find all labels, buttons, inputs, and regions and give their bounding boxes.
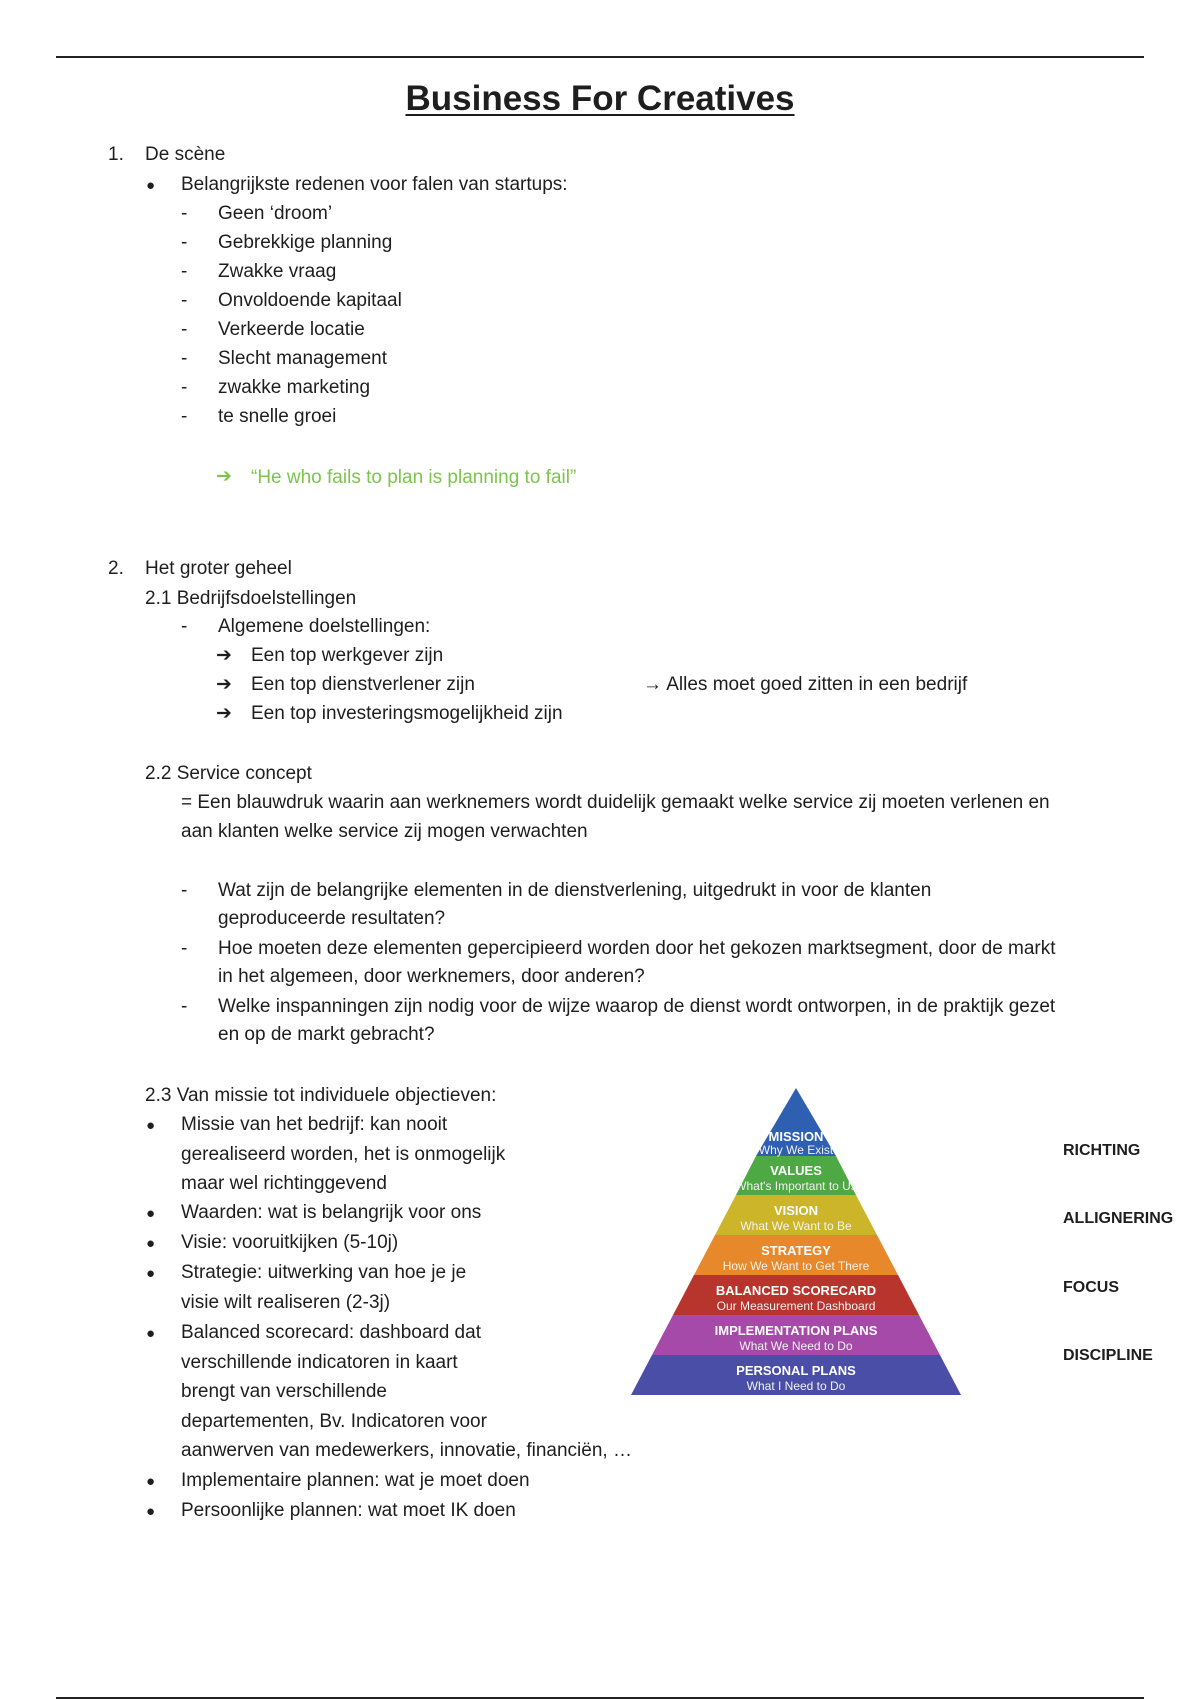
subsection-2-1-heading: 2.1 Bedrijfsdoelstellingen — [145, 588, 357, 609]
objective-line: Waarden: wat is belangrijk voor ons — [181, 1202, 482, 1223]
page-title: Business For Creatives — [405, 79, 795, 118]
reason-item: Slecht management — [218, 348, 387, 369]
goal-item: Een top werkgever zijn — [251, 645, 444, 666]
pyramid-side-label: ALLIGNERING — [1063, 1210, 1174, 1227]
dash-marker: - — [181, 290, 188, 311]
bottom-rule — [56, 1697, 1144, 1699]
reason-item: Gebrekkige planning — [218, 232, 393, 253]
objective-line: Implementaire plannen: wat je moet doen — [181, 1470, 530, 1491]
service-definition-line: aan klanten welke service zij mogen verwachten — [181, 821, 588, 842]
pyramid-level-title: MISSION — [768, 1129, 824, 1144]
subsection-2-3-heading: 2.3 Van missie tot individuele objectieven: — [145, 1085, 497, 1106]
pyramid-level-title: VALUES — [770, 1163, 822, 1178]
dash-marker: - — [181, 616, 188, 637]
subsection-2-2-heading: 2.2 Service concept — [145, 763, 312, 784]
bullet-icon: ● — [146, 1235, 156, 1252]
top-rule — [56, 56, 1144, 58]
pyramid-side-label: RICHTING — [1063, 1142, 1141, 1159]
reason-item: Onvoldoende kapitaal — [218, 290, 402, 311]
reason-item: Verkeerde locatie — [218, 319, 365, 340]
objective-line: visie wilt realiseren (2-3j) — [181, 1292, 391, 1313]
pyramid-side-label: DISCIPLINE — [1063, 1347, 1153, 1364]
reason-item: zwakke marketing — [218, 377, 371, 398]
dash-marker: - — [181, 319, 188, 340]
bullet-icon: ● — [146, 1473, 156, 1490]
objective-line: maar wel richtinggevend — [181, 1173, 387, 1194]
objective-line: Missie van het bedrijf: kan nooit — [181, 1114, 448, 1135]
bullet-icon: ● — [146, 1265, 156, 1282]
goals-intro: Algemene doelstellingen: — [218, 616, 431, 637]
pyramid-level-subtitle: What's Important to Us — [735, 1179, 857, 1193]
dash-marker: - — [181, 880, 188, 901]
question-line: geproduceerde resultaten? — [218, 908, 446, 929]
dash-marker: - — [181, 261, 188, 282]
arrow-right-icon: ➔ — [216, 703, 232, 724]
objective-line: departementen, Bv. Indicatoren voor — [181, 1411, 487, 1432]
question-line: Welke inspanningen zijn nodig voor de wijze waarop de dienst wordt ontworpen, in de praktijk gezet — [218, 996, 1056, 1017]
objective-line: gerealiseerd worden, het is onmogelijk — [181, 1144, 506, 1165]
pyramid-level-title: STRATEGY — [761, 1243, 831, 1258]
objective-line: Strategie: uitwerking van hoe je je — [181, 1262, 467, 1283]
objective-line: Persoonlijke plannen: wat moet IK doen — [181, 1500, 516, 1521]
pyramid-level-title: VISION — [773, 1203, 819, 1218]
goal-item: Een top investeringsmogelijkheid zijn — [251, 703, 563, 724]
pyramid-level-subtitle: What I Need to Do — [746, 1379, 846, 1393]
bullet-icon: ● — [146, 1325, 156, 1342]
bullet-icon: ● — [146, 1205, 156, 1222]
reasons-intro: Belangrijkste redenen voor falen van startups: — [181, 174, 568, 195]
bullet-icon: ● — [146, 177, 156, 194]
bullet-icon: ● — [146, 1117, 156, 1134]
dash-marker: - — [181, 203, 188, 224]
dash-marker: - — [181, 377, 188, 398]
dash-marker: - — [181, 938, 188, 959]
reason-item: Geen ‘droom’ — [218, 203, 333, 224]
objective-line: Visie: vooruitkijken (5-10j) — [181, 1232, 399, 1253]
arrow-right-icon: ➔ — [216, 674, 232, 695]
dash-marker: - — [181, 996, 188, 1017]
dash-marker: - — [181, 406, 188, 427]
service-definition-line: = Een blauwdruk waarin aan werknemers wordt duidelijk gemaakt welke service zij moeten verlenen en — [181, 792, 1050, 813]
reason-item: Zwakke vraag — [218, 261, 337, 282]
reason-item: te snelle groei — [218, 406, 337, 427]
dash-marker: - — [181, 348, 188, 369]
pyramid-level-title: PERSONAL PLANS — [736, 1363, 856, 1378]
mission-pyramid-diagram — [560, 1084, 1040, 1424]
question-line: Wat zijn de belangrijke elementen in de dienstverlening, uitgedrukt in voor de klanten — [218, 880, 932, 901]
dash-marker: - — [181, 232, 188, 253]
section-1-number: 1. — [108, 144, 124, 165]
pyramid-level-subtitle: What We Need to Do — [739, 1339, 853, 1353]
pyramid-level-subtitle: Our Measurement Dashboard — [716, 1299, 876, 1313]
section-2-number: 2. — [108, 558, 124, 579]
pyramid-level-subtitle: What We Want to Be — [740, 1219, 852, 1233]
section-1-heading: De scène — [145, 144, 226, 165]
question-line: Hoe moeten deze elementen gepercipieerd worden door het gekozen marktsegment, door de markt — [218, 938, 1056, 959]
planning-quote: “He who fails to plan is planning to fail” — [251, 467, 577, 488]
pyramid-level-title: BALANCED SCORECARD — [715, 1283, 877, 1298]
objective-line: aanwerven van medewerkers, innovatie, financiën, … — [181, 1440, 632, 1461]
arrow-right-icon: ➔ — [216, 466, 232, 487]
pyramid-level-subtitle: How We Want to Get There — [722, 1259, 870, 1273]
pyramid-level-subtitle: Why We Exist — [758, 1143, 834, 1157]
bullet-icon: ● — [146, 1503, 156, 1520]
objective-line: verschillende indicatoren in kaart — [181, 1352, 458, 1373]
pyramid-level-title: IMPLEMENTATION PLANS — [714, 1323, 878, 1338]
goals-side-note: → Alles moet goed zitten in een bedrijf — [643, 674, 968, 695]
objective-line: brengt van verschillende — [181, 1381, 387, 1402]
goal-item: Een top dienstverlener zijn — [251, 674, 475, 695]
arrow-right-icon: ➔ — [216, 645, 232, 666]
question-line: en op de markt gebracht? — [218, 1024, 435, 1045]
pyramid-side-label: FOCUS — [1063, 1279, 1119, 1296]
objective-line: Balanced scorecard: dashboard dat — [181, 1322, 481, 1343]
section-2-heading: Het groter geheel — [145, 558, 292, 579]
question-line: in het algemeen, door werknemers, door anderen? — [218, 966, 645, 987]
